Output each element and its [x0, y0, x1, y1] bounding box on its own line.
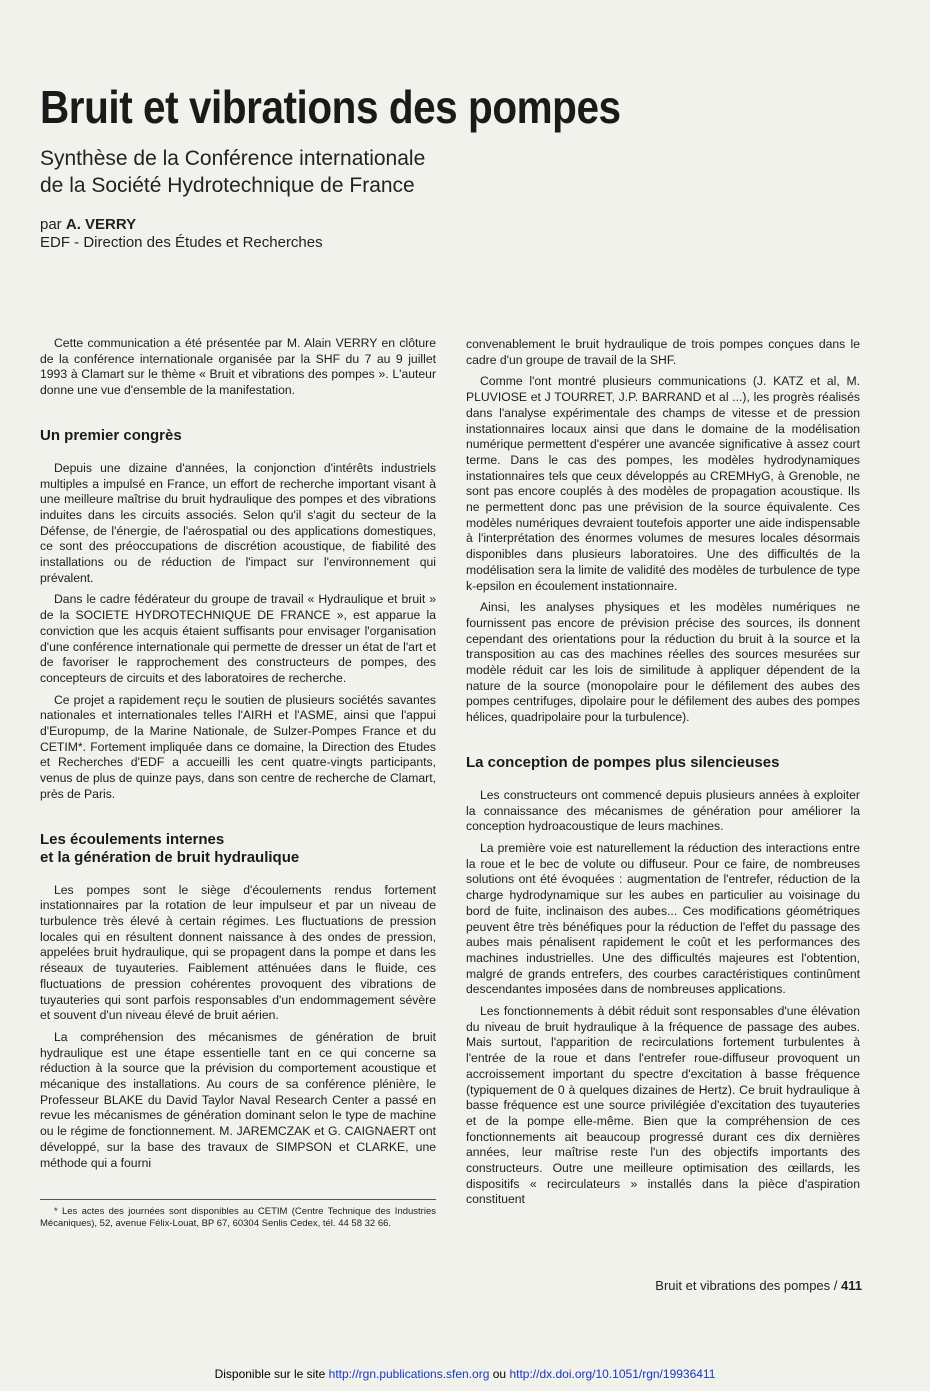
body-paragraph: Depuis une dizaine d'années, la conjonction d'intérêts industriels multiples a impulsé en France, un effort de recherche important visant à une meilleure maîtrise du bruit hydraulique des pompes et des vibrations induites dans les circuits associés. Selon qu'il s'agit du secteur de la Défense, de l'énergie, de l'aérospatial ou des applications domestiques, ce sont des préoccupations de discrétion acoustique, de fiabilité des installations ou de réduction de l'impact sur l'environnement qui prévalent.	[40, 460, 436, 585]
intro-paragraph: Cette communication a été présentée par M. Alain VERRY en clôture de la conférence internationale organisée par la SHF du 7 au 9 juillet 1993 à Clamart sur le thème « Bruit et vibrations des pompes ». L'auteur donne une vue d'ensemble de la manifestation.	[40, 336, 436, 398]
body-paragraph: Les fonctionnements à débit réduit sont responsables d'une élévation du niveau de bruit hydraulique à la fréquence de passage des aubes. Mais surtout, l'apparition de recirculations fortement turbulentes à l'entrée de la roue et dans l'entrefer roue-diffuseur provoquent un accroissement important du spectre d'excitation à basse fréquence (typiquement de 0 à quelques dizaines de Hertz). Ce bruit hydraulique à basse fréquence est une source privilégiée d'excitation des tuyauteries et de la pompe elle-même. Bien que la compréhension de ces fonctionnements ait beaucoup progressé durant ces dix dernières années, leur maîtrise reste l'un des objectifs importants des constructeurs. Outre une meilleure optimisation des œillards, les dispositifs « recirculateurs » installés dans la pièce d'aspiration constituent	[466, 1004, 860, 1207]
subtitle-line-1: Synthèse de la Conférence internationale	[40, 147, 426, 170]
footnote: * Les actes des journées sont disponibles au CETIM (Centre Technique des Industries Mécaniques), 52, avenue Félix-Louat, BP 67, 60304 Senlis Cedex, tél. 44 58 32 66.	[40, 1206, 436, 1230]
author-name: A. VERRY	[65, 216, 137, 233]
body-paragraph: Les constructeurs ont commencé depuis plusieurs années à exploiter la connaissance des mécanismes de génération pour améliorer la conception hydroacoustique de leurs machines.	[466, 787, 860, 834]
body-paragraph: Les pompes sont le siège d'écoulements rendus fortement instationnaires par la rotation de leur impulseur et par un niveau de turbulence très élevé à certain régimes. Les fluctuations de pression locales qui en résultent donnent naissance à des ondes de pression, appelées bruit hydraulique, qui se propagent dans la pompe et dans les réseaux de tuyauteries. Faiblement atténuées dans le fluide, ces fluctuations de pression cohérentes provoquent des vibrations de tuyauteries qui sont parfois responsables d'un endommagement sévère et souvent d'un niveau élevé de bruit aérien.	[40, 882, 436, 1023]
section-heading-ecoulements	[40, 831, 436, 867]
heading-line-2: et la génération de bruit hydraulique	[40, 848, 300, 866]
page-number: 411	[841, 1278, 862, 1293]
body-paragraph: Ce projet a rapidement reçu le soutien de plusieurs sociétés savantes nationales et internationales telles l'AIRH et l'ASME, ainsi que l'appui d'Europump, de la Marine Nationale, de Sulzer-Pompes France et du CETIM*. Fortement impliquée dans ce domaine, la Direction des Etudes et Recherches d'EDF a accueilli les cent quatre-vingts participants, venus de plus de quinze pays, dans son centre de recherche de Clamart, près de Paris.	[40, 692, 436, 801]
body-paragraph: Comme l'ont montré plusieurs communications (J. KATZ et al, M. PLUVIOSE et J TOURRET, J.P. BARRAND et al ...), les progrès réalisés dans l'analyse expérimentale des champs de vitesse et de pression instationnaires locaux ainsi que dans le domaine de la modélisation numérique permettent d'espérer une avancée significative à assez court terme. Dans le cas des pompes, les modèles hydrodynamiques instationnaires tels que ceux développés au CREMHyG, à Grenoble, ne sont pas encore couplés à des modèles de propagation acoustique. Ils ne permettent donc pas une prévision de la source équivalente. Ces modèles numériques devraient toutefois apporter une aide indispensable à l'interprétation des énormes volumes de mesures locales désormais disponibles dans plusieurs laboratoires. Une des difficultés de la modélisation sera la limite de validité des modèles de turbulence de type k-epsilon en écoulement instationnaire.	[466, 374, 860, 593]
body-paragraph: Dans le cadre fédérateur du groupe de travail « Hydraulique et bruit » de la SOCIETE HYDROTECHNIQUE DE FRANCE », est apparue la conviction que les acquis étaient suffisants pour envisager l'organisation d'une conférence internationale qui permette de dresser un état de l'art et de favoriser le rapprochement des constructeurs de pompes, des concepteurs de circuits et des laboratoires de recherche.	[40, 592, 436, 685]
footnote-divider	[40, 1199, 436, 1200]
link-separator: ou	[492, 1367, 507, 1381]
author-block	[40, 216, 323, 252]
availability-line	[0, 1367, 930, 1381]
article-subtitle	[40, 145, 425, 199]
body-paragraph: Ainsi, les analyses physiques et les modèles numériques ne fournissent pas encore de prévision précise des sources, ils donnent cependant des orientations pour la réduction du bruit à la source et la transposition au cas des machines réelles des sources mesurées sur modèle réduit car les lois de similitude à appliquer dépendent de la nature de la source (monopolaire pour le défilement des aubes des pompes centrifuges, dipolaire pour le défilement des aubes des pompes hélices, quadripolaire pour la turbulence).	[466, 600, 860, 725]
doi-link[interactable]: http://dx.doi.org/10.1051/rgn/19936411	[509, 1367, 716, 1381]
availability-prefix: Disponible sur le site	[214, 1367, 326, 1381]
site-link[interactable]: http://rgn.publications.sfen.org	[328, 1367, 490, 1381]
body-paragraph: La première voie est naturellement la réduction des interactions entre la roue et le bec de volute ou diffuseur. Pour ce faire, de nombreuses solutions ont été évoquées : augmentation de l'entrefer, réduction de la charge hydrodynamique sur les aubes en particulier au voisinage du bord de fuite, inclinaison des aubes... Ces modifications géométriques peuvent être très bénéfiques pour la réduction de l'effet du passage des aubes mais pénalisent rapidement le coût et les performances des machines industrielles. Une des difficultés majeures est l'obtention, malgré de grands entrefers, des courbes caractéristiques continûment descendantes imposées dans de nombreuses applications.	[466, 840, 860, 997]
author-affiliation: EDF - Direction des Études et Recherches	[40, 234, 323, 251]
author-prefix: par	[40, 216, 62, 233]
heading-line-1: Les écoulements internes	[40, 830, 225, 848]
article-title: Bruit et vibrations des pompes	[40, 81, 621, 133]
body-paragraph: convenablement le bruit hydraulique de trois pompes conçues dans le cadre d'un groupe de travail de la SHF.	[466, 337, 860, 367]
body-paragraph: La compréhension des mécanismes de génération de bruit hydraulique est une étape essentielle tant en ce qui concerne sa réduction à la source que la prévision du comportement acoustique et mécanique des installations. Au cours de sa conférence plénière, le Professeur BLAKE du David Taylor Naval Research Center a passé en revue les mécanismes de génération dominant selon le type de machine ou le régime de fonctionnement. M. JAREMCZAK et G. CAIGNAERT ont développé, sur la base des travaux de SIMPSON et CLARKE, une méthode qui a fourni	[40, 1029, 436, 1170]
running-footer	[655, 1278, 862, 1293]
left-column	[40, 336, 436, 1236]
section-heading-conception: La conception de pompes plus silencieuses	[466, 753, 780, 771]
right-column	[466, 337, 860, 1214]
author-line	[40, 216, 323, 234]
section-heading-premier-congres: Un premier congrès	[40, 426, 182, 444]
subtitle-line-2: de la Société Hydrotechnique de France	[40, 174, 415, 197]
running-title: Bruit et vibrations des pompes /	[655, 1278, 838, 1293]
